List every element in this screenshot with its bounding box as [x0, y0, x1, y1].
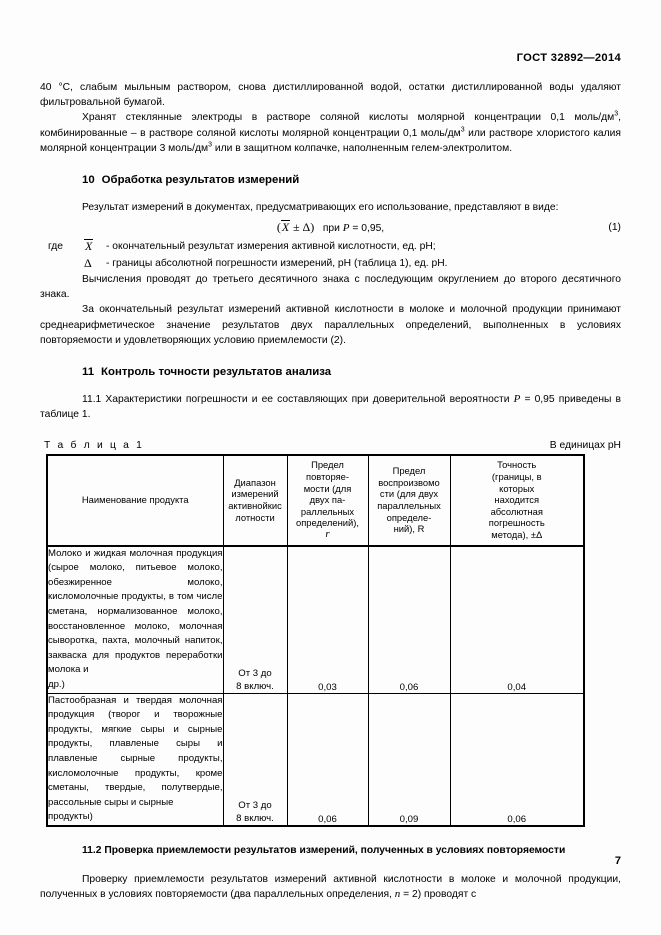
- subsection-heading-11-2: 11.2 Проверка приемлемости результатов измерений, полученных в условиях повторяемости: [82, 844, 566, 856]
- formula-pri-label: при: [322, 223, 340, 235]
- para-11-1-pre: 11.1 Характеристики погрешности и ее составляющих при доверительной вероятности: [82, 394, 514, 406]
- formula-p-value: = 0,95,: [352, 223, 385, 235]
- cell-range-line1: От 3 до: [238, 667, 272, 679]
- cell-range-line2: 8 включ.: [236, 812, 274, 824]
- hdr-col3-line4: двух па-: [309, 494, 346, 506]
- table-caption: Т а б л и ц а 1: [44, 440, 145, 452]
- section-11-title: Контроль точности результатов анализа: [101, 366, 332, 379]
- para-electrodes-part1: Хранят стеклянные электроды в растворе соляной кислоты молярной концентрации 0,1 моль/дм: [82, 112, 615, 124]
- cell-reproducibility: 0,06: [368, 546, 450, 693]
- table-header-repeatability: [287, 455, 368, 545]
- para-electrodes-part3: или растворе хлористого калия молярной концентрации 3 моль/дм: [40, 127, 621, 154]
- table-row: [47, 693, 584, 826]
- paragraph-final-result: За окончательный результат измерений активной кислотности в молоке и молочной продукции принимают среднеарифметическое значение результатов двух параллельных определений, выполненных в условиях повторяемости и удовлетворяющих условию приемлемости (2).: [40, 304, 621, 346]
- cell-accuracy: 0,06: [450, 693, 584, 826]
- para-electrodes-sup1: 3: [614, 110, 619, 118]
- hdr-col4-line1: Предел: [392, 465, 426, 477]
- cell-product-lastline: продукты): [48, 811, 93, 823]
- document-header-title: ГОСТ 32892—2014: [516, 52, 621, 64]
- where-label: где: [48, 241, 64, 253]
- para-11-2-pre: Проверку приемлемости результатов измерений активной кислотности в молоке и молочной продукции, полученных в условиях повторяемости (два параллельных определения,: [40, 873, 621, 901]
- para-electrodes-sup2: 3: [460, 126, 465, 134]
- where-symbol-x-bar: X: [85, 239, 93, 254]
- where-text-x-bar: - окончательный результат измерения активной кислотности, ед. pH;: [106, 241, 436, 253]
- hdr-col2-line4: лотности: [235, 511, 275, 523]
- cell-reproducibility: 0,09: [368, 693, 450, 826]
- hdr-col4-line3: сти (для двух: [379, 488, 439, 500]
- section-10-number: 10: [82, 174, 95, 187]
- table-row: [47, 546, 584, 693]
- where-text-delta: - границы абсолютной погрешности измерений, pH (таблица 1), ед. pH.: [106, 257, 448, 269]
- paragraph-intro: 40 °С, слабым мыльным раствором, снова дистиллированной водой, остатки дистиллированной воды удаляют фильтровальной бумагой.: [40, 82, 621, 109]
- formula-1: [40, 219, 621, 237]
- table-units-note: В единицах pH: [549, 440, 621, 452]
- cell-range: [223, 546, 287, 693]
- page-content: [40, 52, 621, 902]
- section-heading-11: [82, 366, 621, 378]
- hdr-col5-line7: метода), ±Δ: [491, 529, 543, 541]
- paragraph-11-2: [40, 872, 621, 902]
- cell-repeatability: 0,06: [287, 693, 368, 826]
- para-11-1-p-symbol: P: [513, 393, 521, 406]
- para-electrodes-part4: или в защитном колпачке, наполненным гелем-электролитом.: [211, 142, 513, 154]
- cell-product-name: [47, 693, 223, 826]
- characteristics-table: [46, 454, 585, 826]
- cell-range-line1: От 3 до: [238, 799, 272, 811]
- hdr-col4-line2: воспроизвомо: [378, 476, 440, 488]
- where-row-delta: [40, 256, 621, 272]
- hdr-col2-line3: активнойкис: [228, 500, 282, 512]
- cell-product-text: Пастообразная и твердая молочная продукция (творог и творожные продукты, мягкие сыры и сырные продукты, плавленые сыры и плавленые сырные продукты, кисломолочные продукты, кроме сметаны, твердые, полутвердые, рассольные сыры и сырные: [48, 694, 223, 808]
- cell-product-text: Молоко и жидкая молочная продукция (сырое молоко, питьевое молоко, обезжиренное молоко, кисломолочные продукты, в том числе сметана, нормализованное молоко, восстановленное молоко, молочная сыворотка, пахта, молочный напиток, закваска для продуктов переработки молока и: [48, 547, 223, 676]
- hdr-col3-line3: мости (для: [303, 482, 352, 494]
- hdr-col3-line5: раллельных: [300, 505, 355, 517]
- formula-plus-minus: ±: [293, 220, 300, 235]
- formula-close-paren: ): [310, 220, 315, 235]
- paragraph-11-1: [40, 392, 621, 422]
- paragraph-result-presentation: Результат измерений в документах, предусматривающих его использование, представляют в виде:: [82, 202, 559, 214]
- hdr-col3-line2: повторяе-: [306, 471, 349, 483]
- where-symbol-delta: Δ: [84, 255, 92, 270]
- table-body: [47, 546, 584, 826]
- table-header-range: [223, 455, 287, 545]
- para-11-2-n-symbol: n: [394, 888, 401, 901]
- hdr-col3-line1: Предел: [311, 459, 344, 471]
- para-11-1-post: = 0,95 приведены в таблице 1.: [40, 394, 622, 421]
- table-header-accuracy: [450, 455, 584, 545]
- para-electrodes-part2: , комбинированные – в растворе соляной кислоты молярной концентрации 0,1 моль/дм: [40, 112, 621, 139]
- paragraph-rounding: Вычисления проводят до третьего десятичного знака с последующим округлением до второго десятичного знака.: [40, 274, 621, 301]
- formula-p-symbol: P: [342, 222, 350, 235]
- hdr-col4-line6: ний), R: [393, 523, 425, 535]
- page-number: 7: [614, 855, 621, 867]
- cell-range-line2: 8 включ.: [236, 680, 274, 692]
- para-11-2-post: = 2) проводят с: [400, 889, 477, 901]
- table-header-product-name: Наименование продукта: [47, 455, 223, 545]
- table-head: [47, 455, 584, 545]
- section-10-title: Обработка результатов измерений: [101, 174, 300, 187]
- where-row-x: [40, 239, 621, 255]
- hdr-col3-line6: определений),: [296, 517, 359, 529]
- cell-range: [223, 693, 287, 826]
- hdr-col4-line5: определе-: [386, 511, 432, 523]
- formula-delta: Δ: [302, 220, 311, 235]
- hdr-col3-symbol-r: r: [325, 528, 330, 541]
- where-label-empty: [40, 256, 80, 272]
- hdr-col5-line4: находится: [494, 494, 540, 506]
- formula-x-bar: X: [281, 220, 290, 235]
- hdr-col5-line1: Точность: [497, 459, 537, 471]
- table-header-row: [47, 455, 584, 545]
- cell-accuracy: 0,04: [450, 546, 584, 693]
- paragraph-electrodes: [40, 110, 621, 156]
- cell-repeatability: 0,03: [287, 546, 368, 693]
- hdr-col5-line5: абсолютная: [490, 505, 543, 517]
- hdr-col5-line3: которых: [499, 482, 535, 494]
- formula-equation-number: (1): [608, 222, 621, 234]
- formula-open-paren: (: [276, 220, 281, 235]
- para-electrodes-sup3: 3: [208, 141, 212, 149]
- section-heading-10: [82, 174, 621, 186]
- hdr-col4-line4: параллельных: [377, 500, 441, 512]
- hdr-col5-line6: погрешность: [488, 517, 545, 529]
- hdr-col5-line2: (границы, в: [491, 471, 542, 483]
- spacer: [40, 858, 621, 872]
- section-11-number: 11: [82, 366, 95, 379]
- cell-product-name: [47, 546, 223, 693]
- hdr-col2-line1: Диапазон: [234, 476, 276, 488]
- table-header-reproducibility: [368, 455, 450, 545]
- hdr-col2-line2: измерений: [231, 488, 279, 500]
- cell-product-lastline: др.): [48, 678, 65, 690]
- table-caption-row: [44, 440, 621, 451]
